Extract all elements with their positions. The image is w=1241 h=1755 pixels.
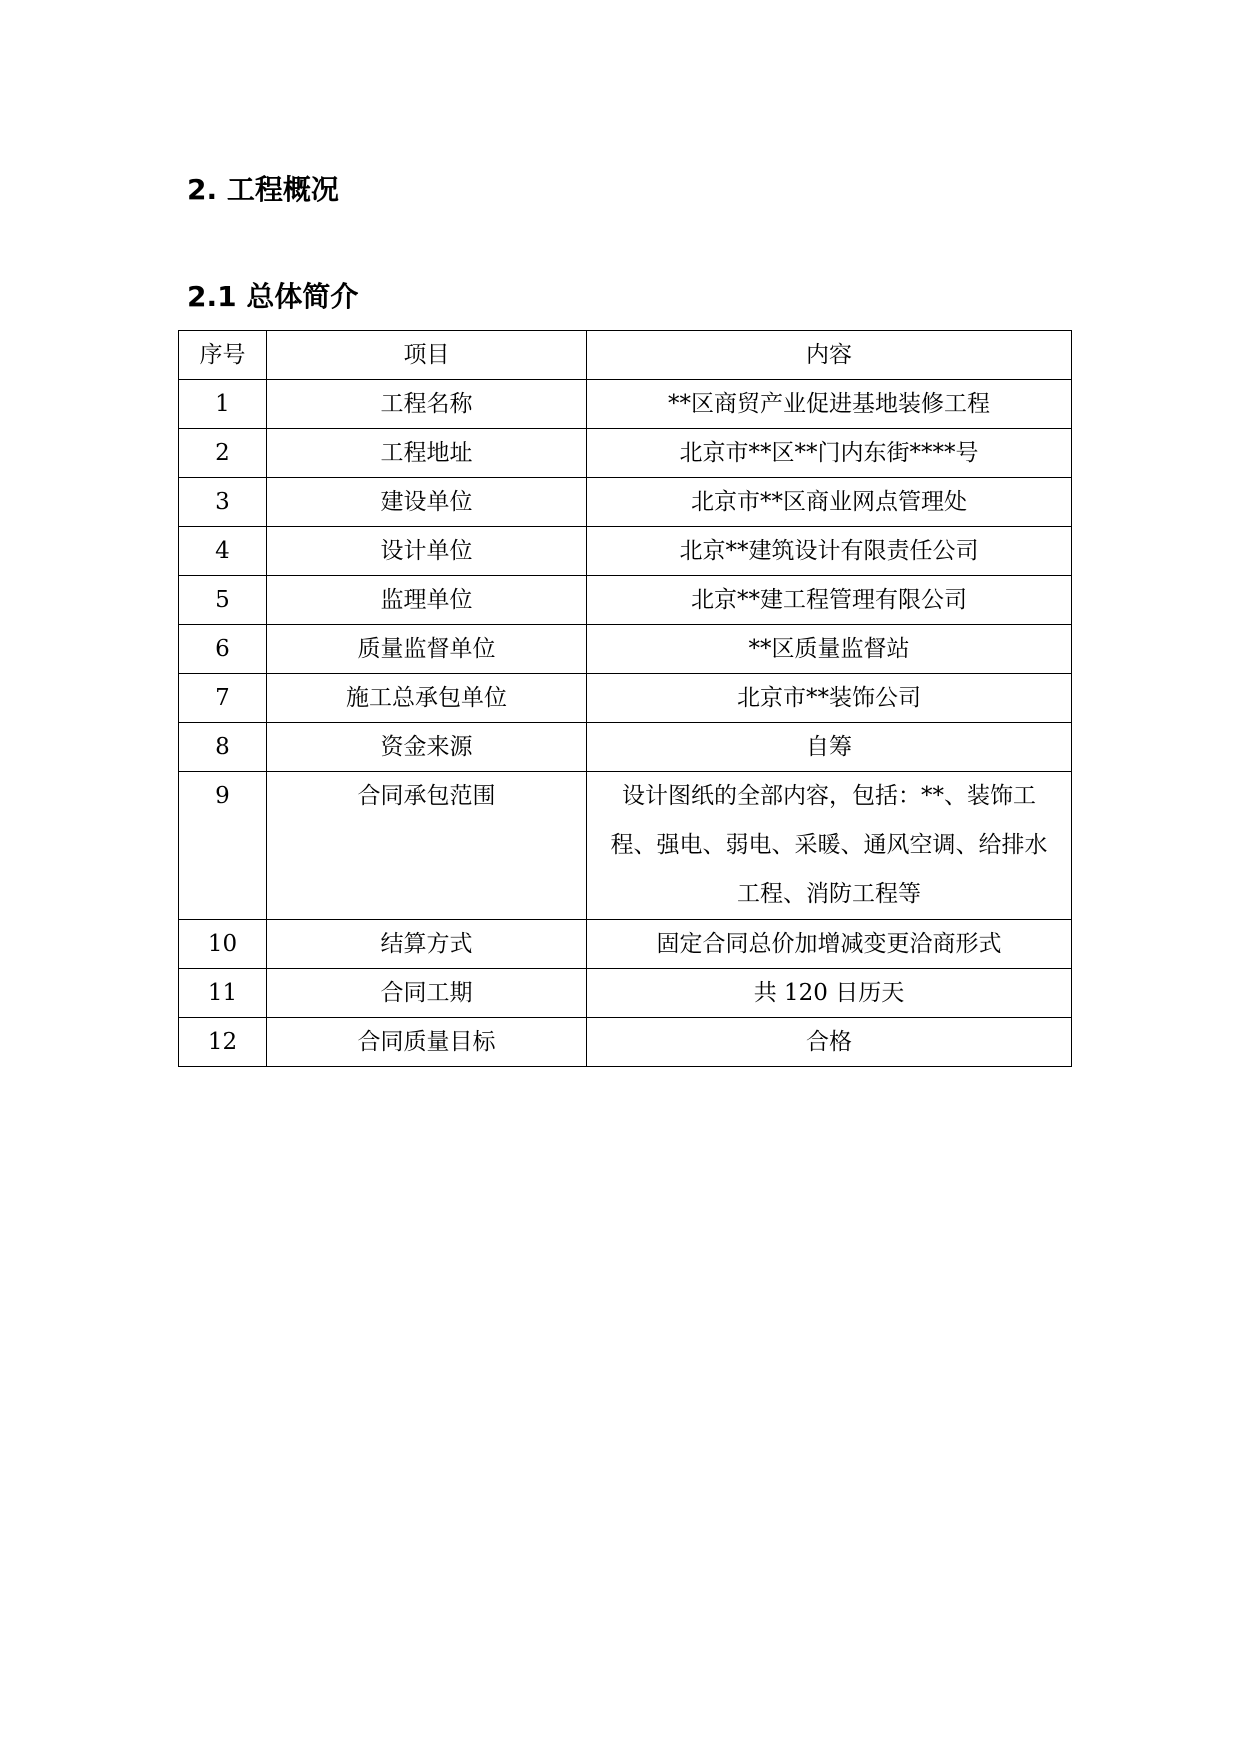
- header-item: 项目: [267, 331, 587, 380]
- row-content: **区商贸产业促进基地装修工程: [587, 380, 1072, 429]
- row-no: 3: [179, 478, 267, 527]
- row-item: 合同质量目标: [267, 1018, 587, 1067]
- table-row: [179, 576, 1072, 625]
- row-no: 11: [179, 969, 267, 1018]
- table-row: [179, 920, 1072, 969]
- row-item: 建设单位: [267, 478, 587, 527]
- row-content: 固定合同总价加增减变更洽商形式: [587, 920, 1072, 969]
- row-no: 8: [179, 723, 267, 772]
- row-no: 12: [179, 1018, 267, 1067]
- overview-table: [178, 330, 1072, 1067]
- row-no: 10: [179, 920, 267, 969]
- table-row: [179, 429, 1072, 478]
- row-content: 北京市**装饰公司: [587, 674, 1072, 723]
- row-no: 9: [179, 772, 267, 920]
- table-row: [179, 380, 1072, 429]
- section-subtitle: 2.1 总体简介: [187, 280, 359, 313]
- row-item: 设计单位: [267, 527, 587, 576]
- row-item: 施工总承包单位: [267, 674, 587, 723]
- section-title: 2. 工程概况: [187, 173, 339, 206]
- row-content: 共 120 日历天: [587, 969, 1072, 1018]
- row-content: 设计图纸的全部内容，包括：**、装饰工程、强电、弱电、采暖、通风空调、给排水工程、消防工程等: [587, 772, 1072, 920]
- header-no: 序号: [179, 331, 267, 380]
- table-row: [179, 723, 1072, 772]
- row-no: 2: [179, 429, 267, 478]
- row-content: 自筹: [587, 723, 1072, 772]
- row-item: 结算方式: [267, 920, 587, 969]
- row-item: 质量监督单位: [267, 625, 587, 674]
- row-item: 合同承包范围: [267, 772, 587, 920]
- row-no: 1: [179, 380, 267, 429]
- table-row: [179, 969, 1072, 1018]
- table-row: [179, 625, 1072, 674]
- table-row: [179, 1018, 1072, 1067]
- row-content: 北京市**区商业网点管理处: [587, 478, 1072, 527]
- row-item: 工程地址: [267, 429, 587, 478]
- table-row: [179, 527, 1072, 576]
- row-no: 7: [179, 674, 267, 723]
- row-content: 合格: [587, 1018, 1072, 1067]
- row-item: 资金来源: [267, 723, 587, 772]
- row-content: **区质量监督站: [587, 625, 1072, 674]
- row-content: 北京**建筑设计有限责任公司: [587, 527, 1072, 576]
- row-content: 北京**建工程管理有限公司: [587, 576, 1072, 625]
- table-row: [179, 674, 1072, 723]
- row-item: 合同工期: [267, 969, 587, 1018]
- row-no: 5: [179, 576, 267, 625]
- row-item: 监理单位: [267, 576, 587, 625]
- header-content: 内容: [587, 331, 1072, 380]
- row-content: 北京市**区**门内东街****号: [587, 429, 1072, 478]
- row-no: 6: [179, 625, 267, 674]
- table-row: [179, 478, 1072, 527]
- table-row: [179, 772, 1072, 920]
- table-header-row: [179, 331, 1072, 380]
- row-item: 工程名称: [267, 380, 587, 429]
- row-no: 4: [179, 527, 267, 576]
